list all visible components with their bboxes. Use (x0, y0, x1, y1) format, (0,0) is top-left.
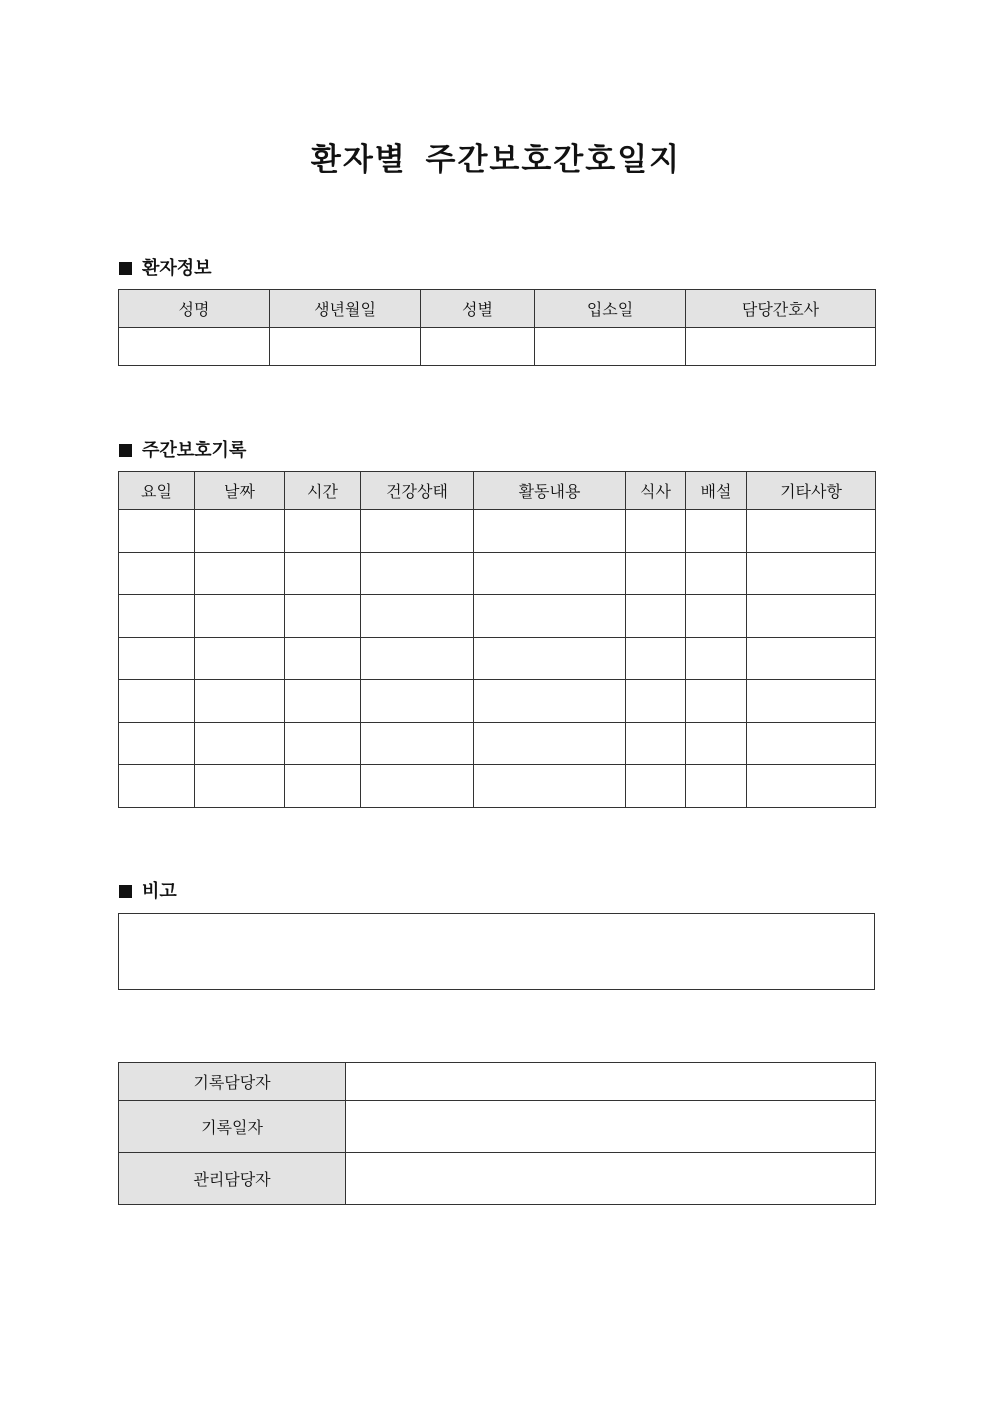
column-header-birthdate: 생년월일 (270, 290, 421, 328)
day-cell[interactable] (119, 765, 195, 808)
column-header-admission-date: 입소일 (535, 290, 686, 328)
health-cell[interactable] (361, 552, 474, 595)
meal-cell[interactable] (626, 637, 686, 680)
column-header-date: 날짜 (195, 472, 285, 510)
section-heading-patient-info (119, 254, 212, 280)
meal-cell[interactable] (626, 552, 686, 595)
section-heading-remarks (119, 877, 177, 903)
date-cell[interactable] (195, 680, 285, 723)
excretion-cell[interactable] (686, 637, 747, 680)
column-header-day: 요일 (119, 472, 195, 510)
time-cell[interactable] (285, 765, 361, 808)
table-row (119, 552, 876, 595)
date-cell[interactable] (195, 637, 285, 680)
health-cell[interactable] (361, 510, 474, 553)
excretion-cell[interactable] (686, 552, 747, 595)
section-heading-label: 주간보호기록 (142, 440, 247, 461)
activity-cell[interactable] (474, 595, 626, 638)
health-cell[interactable] (361, 595, 474, 638)
signoff-row-manager (119, 1153, 876, 1205)
gender-cell[interactable] (421, 328, 535, 366)
remarks-box[interactable] (118, 913, 875, 990)
weekly-record-table (118, 471, 876, 808)
manager-value-cell[interactable] (346, 1153, 876, 1205)
column-header-nurse: 담당간호사 (686, 290, 876, 328)
page-title: 환자별 주간보호간호일지 (310, 142, 682, 178)
name-cell[interactable] (119, 328, 270, 366)
date-cell[interactable] (195, 765, 285, 808)
record-date-value-cell[interactable] (346, 1101, 876, 1153)
activity-cell[interactable] (474, 765, 626, 808)
time-cell[interactable] (285, 510, 361, 553)
admission-date-cell[interactable] (535, 328, 686, 366)
health-cell[interactable] (361, 637, 474, 680)
manager-label: 관리담당자 (119, 1153, 346, 1205)
time-cell[interactable] (285, 722, 361, 765)
table-row (119, 595, 876, 638)
section-heading-label: 비고 (142, 881, 177, 902)
column-header-meal: 식사 (626, 472, 686, 510)
day-cell[interactable] (119, 722, 195, 765)
meal-cell[interactable] (626, 510, 686, 553)
other-cell[interactable] (747, 595, 876, 638)
recorder-label: 기록담당자 (119, 1063, 346, 1101)
date-cell[interactable] (195, 552, 285, 595)
column-header-activity: 활동내용 (474, 472, 626, 510)
date-cell[interactable] (195, 595, 285, 638)
table-row (119, 765, 876, 808)
column-header-excretion: 배설 (686, 472, 747, 510)
other-cell[interactable] (747, 722, 876, 765)
day-cell[interactable] (119, 680, 195, 723)
record-date-label: 기록일자 (119, 1101, 346, 1153)
table-row (119, 680, 876, 723)
time-cell[interactable] (285, 595, 361, 638)
day-cell[interactable] (119, 510, 195, 553)
date-cell[interactable] (195, 510, 285, 553)
other-cell[interactable] (747, 552, 876, 595)
meal-cell[interactable] (626, 595, 686, 638)
excretion-cell[interactable] (686, 680, 747, 723)
excretion-cell[interactable] (686, 765, 747, 808)
other-cell[interactable] (747, 765, 876, 808)
square-bullet-icon (119, 262, 132, 275)
column-header-time: 시간 (285, 472, 361, 510)
meal-cell[interactable] (626, 722, 686, 765)
column-header-health: 건강상태 (361, 472, 474, 510)
activity-cell[interactable] (474, 680, 626, 723)
table-header-row (119, 472, 876, 510)
meal-cell[interactable] (626, 765, 686, 808)
square-bullet-icon (119, 444, 132, 457)
activity-cell[interactable] (474, 510, 626, 553)
excretion-cell[interactable] (686, 510, 747, 553)
other-cell[interactable] (747, 637, 876, 680)
column-header-name: 성명 (119, 290, 270, 328)
table-row (119, 328, 876, 366)
table-row (119, 637, 876, 680)
meal-cell[interactable] (626, 680, 686, 723)
activity-cell[interactable] (474, 637, 626, 680)
recorder-value-cell[interactable] (346, 1063, 876, 1101)
health-cell[interactable] (361, 722, 474, 765)
signoff-row-record-date (119, 1101, 876, 1153)
birthdate-cell[interactable] (270, 328, 421, 366)
time-cell[interactable] (285, 552, 361, 595)
section-heading-label: 환자정보 (142, 258, 212, 279)
activity-cell[interactable] (474, 552, 626, 595)
signoff-table (118, 1062, 876, 1205)
excretion-cell[interactable] (686, 722, 747, 765)
activity-cell[interactable] (474, 722, 626, 765)
time-cell[interactable] (285, 637, 361, 680)
other-cell[interactable] (747, 680, 876, 723)
day-cell[interactable] (119, 637, 195, 680)
excretion-cell[interactable] (686, 595, 747, 638)
table-row (119, 510, 876, 553)
date-cell[interactable] (195, 722, 285, 765)
table-header-row (119, 290, 876, 328)
health-cell[interactable] (361, 680, 474, 723)
weekly-record-body (119, 510, 876, 808)
day-cell[interactable] (119, 595, 195, 638)
day-cell[interactable] (119, 552, 195, 595)
nurse-cell[interactable] (686, 328, 876, 366)
section-heading-weekly-record (119, 436, 246, 462)
patient-info-table (118, 289, 876, 366)
signoff-row-recorder (119, 1063, 876, 1101)
health-cell[interactable] (361, 765, 474, 808)
table-row (119, 722, 876, 765)
square-bullet-icon (119, 885, 132, 898)
column-header-other: 기타사항 (747, 472, 876, 510)
column-header-gender: 성별 (421, 290, 535, 328)
time-cell[interactable] (285, 680, 361, 723)
other-cell[interactable] (747, 510, 876, 553)
